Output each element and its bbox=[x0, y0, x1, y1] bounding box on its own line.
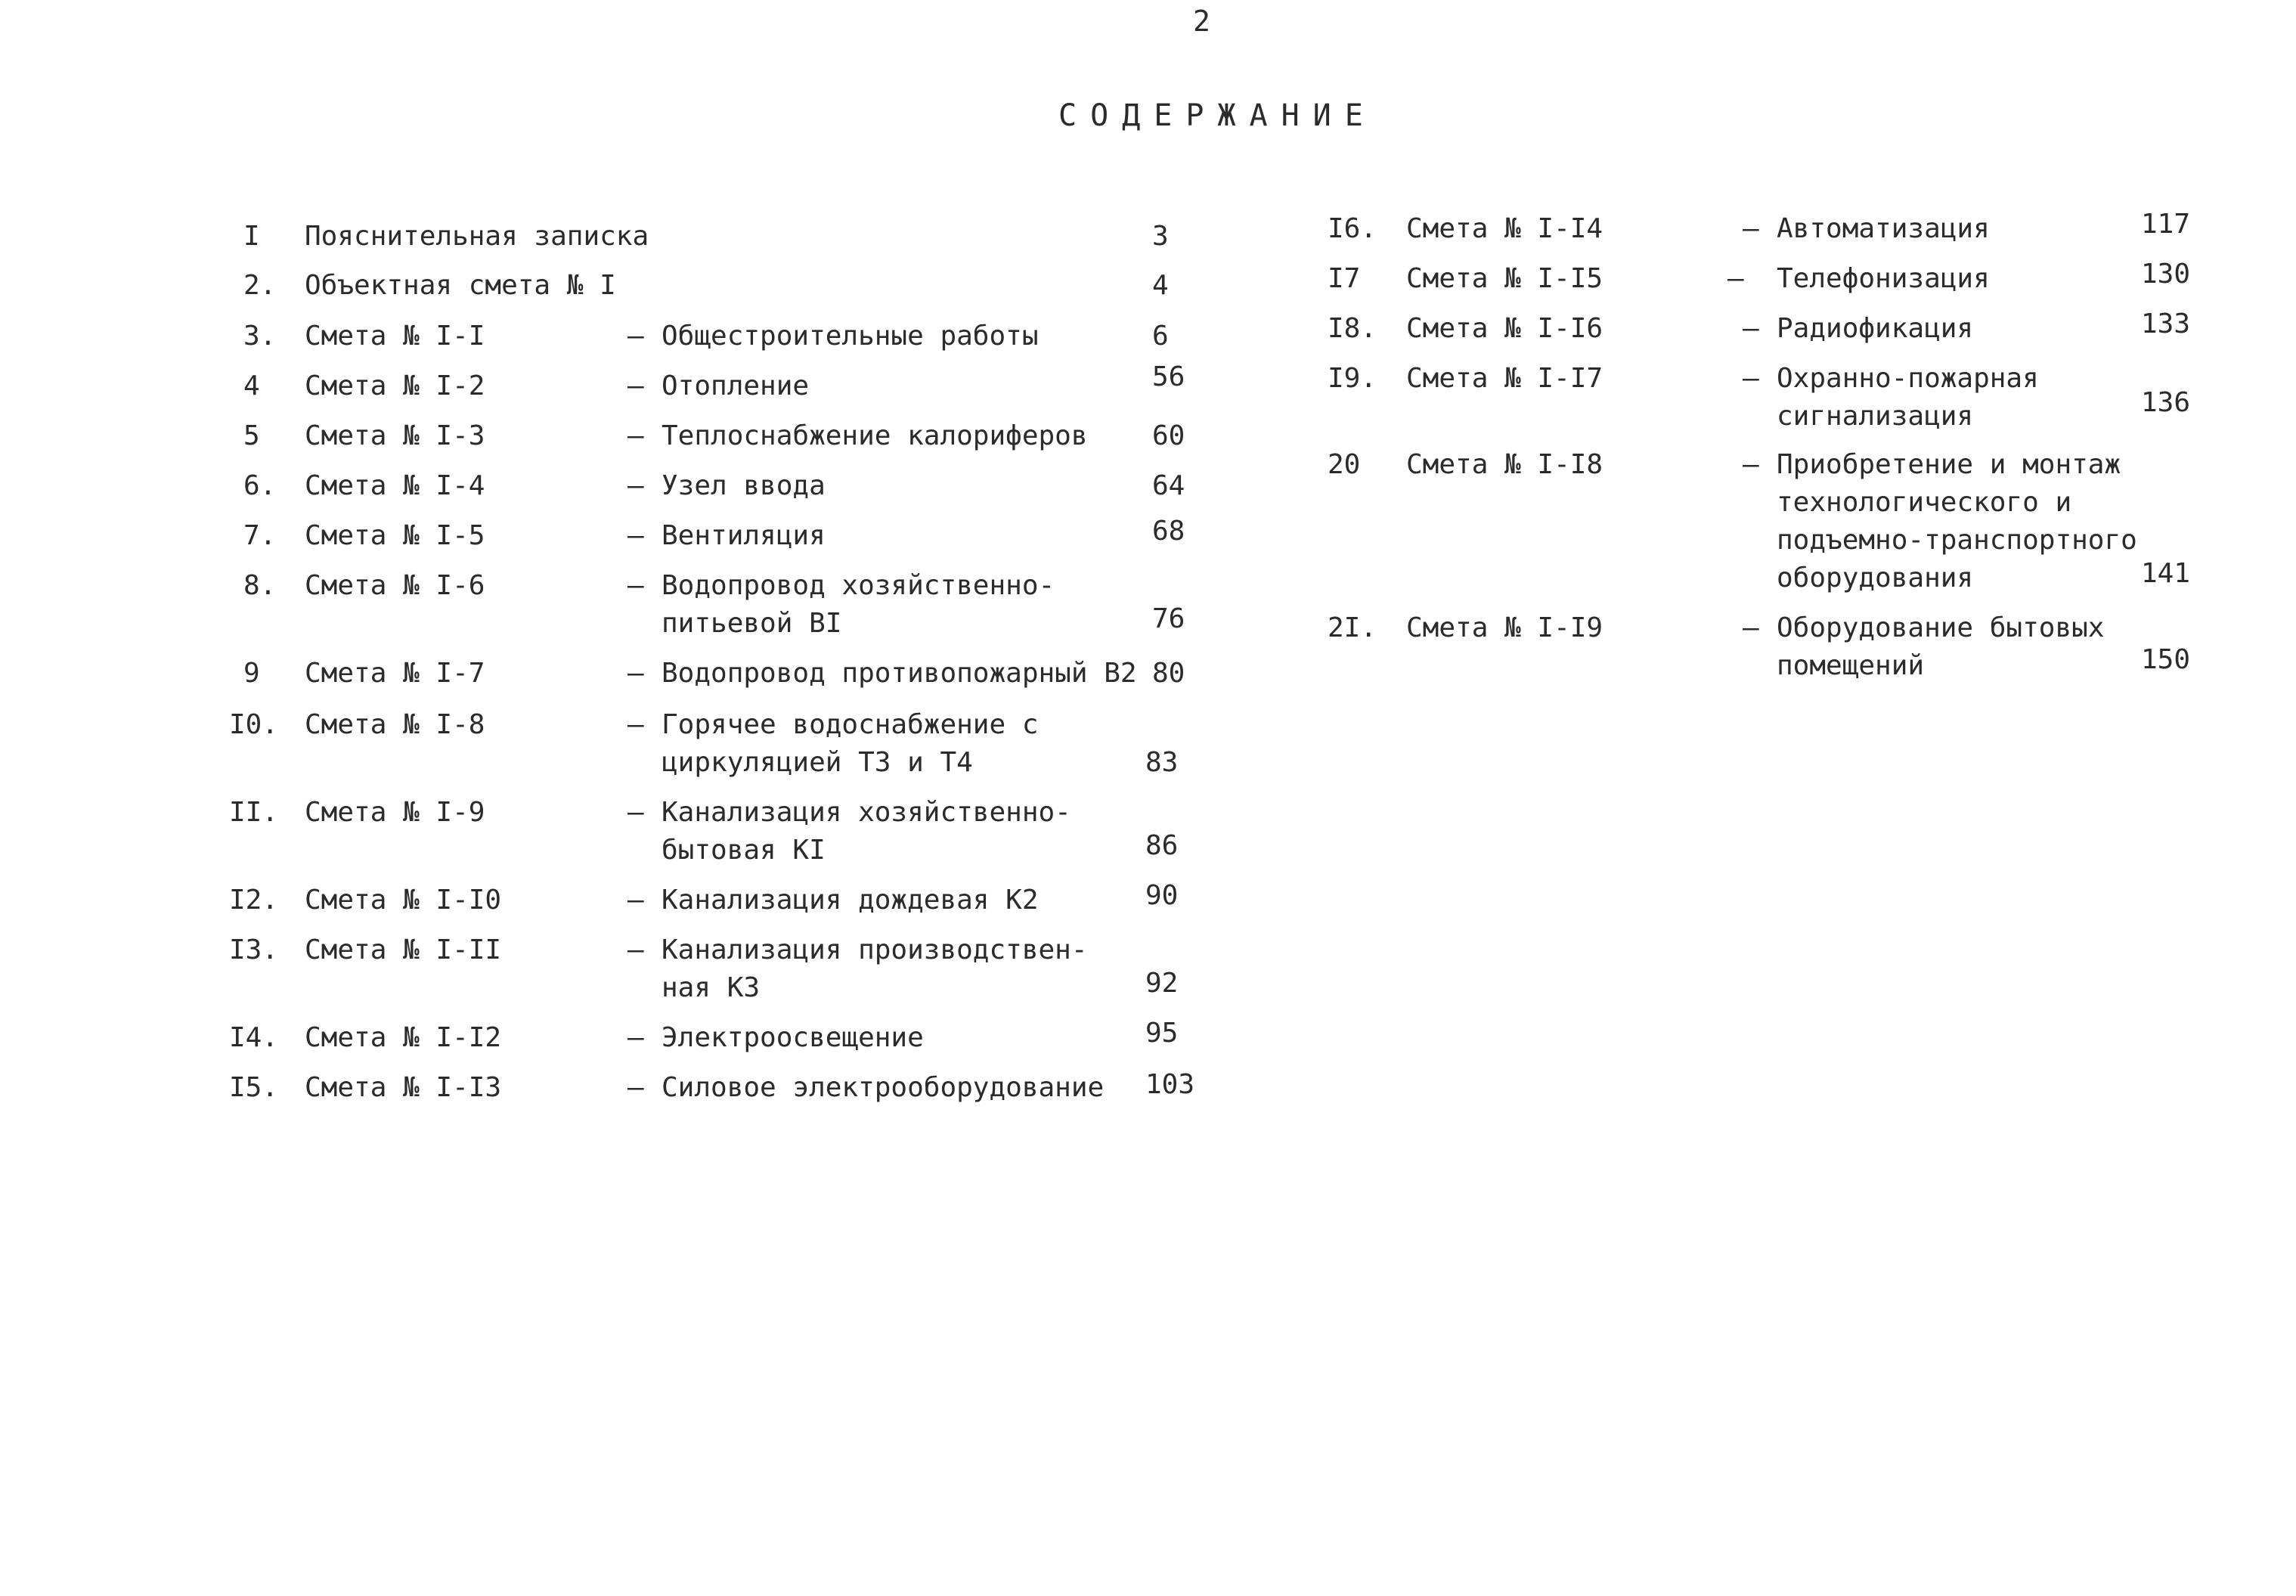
entry-page: 133 bbox=[2141, 308, 2191, 339]
toc-entry bbox=[0, 446, 2230, 597]
entry-title: Объектная смета № I bbox=[305, 270, 616, 301]
entry-number: I3. bbox=[229, 934, 279, 965]
entry-description: Телефонизация bbox=[1777, 263, 1990, 294]
entry-page: 117 bbox=[2141, 209, 2191, 240]
entry-description: Автоматизация bbox=[1777, 213, 1990, 244]
toc-entry bbox=[0, 360, 2230, 435]
entry-description: Водопровод противопожарный B2 bbox=[662, 658, 1137, 689]
entry-page: 3 bbox=[1152, 221, 1169, 252]
toc-entry bbox=[0, 1019, 1247, 1057]
entry-description: Канализация производствен- ная К3 bbox=[662, 934, 1088, 1003]
entry-number: 20 bbox=[1328, 449, 1361, 480]
entry-page: 95 bbox=[1145, 1018, 1179, 1049]
entry-description: Узел ввода bbox=[662, 470, 826, 501]
entry-page: 80 bbox=[1152, 658, 1185, 689]
entry-number: I9. bbox=[1328, 363, 1377, 394]
entry-page: 60 bbox=[1152, 420, 1185, 451]
entry-description: Вентиляция bbox=[662, 520, 826, 551]
entry-dash: – bbox=[627, 709, 644, 740]
entry-page: 83 bbox=[1145, 747, 1179, 778]
entry-page: 136 bbox=[2141, 387, 2191, 418]
entry-dash: – bbox=[627, 658, 644, 689]
entry-dash: – bbox=[1743, 313, 1759, 344]
entry-page: 56 bbox=[1152, 361, 1185, 392]
entry-title: Смета № I-I2 bbox=[305, 1022, 502, 1053]
entry-title: Смета № I-I4 bbox=[1406, 213, 1603, 244]
entry-dash: – bbox=[627, 1022, 644, 1053]
entry-title: Смета № I-I3 bbox=[305, 1072, 502, 1103]
entry-page: 150 bbox=[2141, 644, 2191, 675]
entry-description: Отопление bbox=[662, 370, 810, 401]
entry-dash: – bbox=[1743, 213, 1759, 244]
entry-page: 90 bbox=[1145, 880, 1179, 911]
entry-description: Приобретение и монтаж технологического и подъемно-транспортного оборудования bbox=[1777, 449, 2137, 593]
entry-description: Общестроительные работы bbox=[662, 321, 1039, 352]
entry-description: Оборудование бытовых помещений bbox=[1777, 612, 2105, 681]
entry-dash: – bbox=[1743, 363, 1759, 394]
toc-entry bbox=[0, 931, 1247, 1007]
entry-number: I0. bbox=[229, 709, 279, 740]
entry-description: Теплоснабжение калориферов bbox=[662, 420, 1088, 451]
toc-entry bbox=[0, 310, 2230, 348]
entry-description: Радиофикация bbox=[1777, 313, 1974, 344]
entry-number: I7 bbox=[1328, 263, 1361, 294]
entry-dash: – bbox=[627, 934, 644, 965]
entry-dash: – bbox=[627, 420, 644, 451]
entry-number: 9 bbox=[243, 658, 260, 689]
entry-title: Пояснительная записка bbox=[305, 221, 649, 252]
entry-page: 64 bbox=[1152, 470, 1185, 501]
entry-title: Смета № I-6 bbox=[305, 570, 485, 601]
toc-entry bbox=[0, 210, 2230, 248]
entry-number: II. bbox=[229, 797, 279, 828]
toc-entry bbox=[0, 609, 2230, 685]
entry-title: Смета № I-7 bbox=[305, 658, 485, 689]
entry-dash: – bbox=[627, 885, 644, 916]
entry-dash: – bbox=[1727, 263, 1744, 294]
entry-title: Смета № I-I7 bbox=[1406, 363, 1603, 394]
entry-title: Смета № I-I bbox=[305, 321, 485, 352]
entry-description: Канализация дождевая К2 bbox=[662, 885, 1039, 916]
entry-dash: – bbox=[627, 1072, 644, 1103]
entry-number: I bbox=[243, 221, 260, 252]
entry-description: Силовое электрооборудование bbox=[662, 1072, 1105, 1103]
entry-title: Смета № I-9 bbox=[305, 797, 485, 828]
entry-description: Электроосвещение bbox=[662, 1022, 924, 1053]
entry-title: Смета № I-I0 bbox=[305, 885, 502, 916]
entry-page: 76 bbox=[1152, 603, 1185, 634]
entry-dash: – bbox=[627, 520, 644, 551]
entry-number: I6. bbox=[1328, 213, 1377, 244]
entry-title: Смета № I-4 bbox=[305, 470, 485, 501]
entry-page: 141 bbox=[2141, 558, 2191, 589]
toc-entry bbox=[0, 706, 1247, 782]
entry-number: I2. bbox=[229, 885, 279, 916]
entry-dash: – bbox=[627, 321, 644, 352]
entry-number: 2I. bbox=[1328, 612, 1377, 643]
entry-number: 4 bbox=[243, 370, 260, 401]
entry-title: Смета № I-5 bbox=[305, 520, 485, 551]
entry-title: Смета № I-I9 bbox=[1406, 612, 1603, 643]
entry-page: 103 bbox=[1145, 1069, 1195, 1100]
entry-page: 130 bbox=[2141, 259, 2191, 290]
entry-number: 8. bbox=[243, 570, 277, 601]
entry-title: Смета № I-I6 bbox=[1406, 313, 1603, 344]
entry-number: 6. bbox=[243, 470, 277, 501]
entry-page: 92 bbox=[1145, 968, 1179, 999]
entry-title: Смета № I-II bbox=[305, 934, 502, 965]
entry-page: 6 bbox=[1152, 321, 1169, 352]
entry-number: 5 bbox=[243, 420, 260, 451]
entry-dash: – bbox=[627, 570, 644, 601]
entry-number: I4. bbox=[229, 1022, 279, 1053]
entry-description: Водопровод хозяйственно- питьевой BI bbox=[662, 570, 1055, 639]
toc-entry bbox=[0, 882, 1247, 919]
entry-page: 4 bbox=[1152, 270, 1169, 301]
entry-description: Охранно-пожарная сигнализация bbox=[1777, 363, 2039, 432]
entry-number: 3. bbox=[243, 321, 277, 352]
entry-page: 86 bbox=[1145, 830, 1179, 861]
entry-dash: – bbox=[1743, 449, 1759, 480]
entry-page: 68 bbox=[1152, 516, 1185, 547]
page-title: СОДЕРЖАНИЕ bbox=[1058, 98, 1377, 133]
entry-number: I5. bbox=[229, 1072, 279, 1103]
entry-dash: – bbox=[627, 797, 644, 828]
entry-dash: – bbox=[627, 370, 644, 401]
entry-title: Смета № I-I8 bbox=[1406, 449, 1603, 480]
entry-number: 7. bbox=[243, 520, 277, 551]
entry-title: Смета № I-I5 bbox=[1406, 263, 1603, 294]
entry-title: Смета № I-8 bbox=[305, 709, 485, 740]
entry-number: I8. bbox=[1328, 313, 1377, 344]
entry-title: Смета № I-2 bbox=[305, 370, 485, 401]
entry-dash: – bbox=[1743, 612, 1759, 643]
entry-title: Смета № I-3 bbox=[305, 420, 485, 451]
page-number: 2 bbox=[1193, 5, 1210, 38]
toc-entry bbox=[0, 260, 2230, 298]
toc-entry bbox=[0, 1069, 1247, 1107]
toc-entry bbox=[0, 794, 1247, 869]
entry-number: 2. bbox=[243, 270, 277, 301]
entry-description: Горячее водоснабжение с циркуляцией Т3 и Т4 bbox=[662, 709, 1039, 778]
entry-dash: – bbox=[627, 470, 644, 501]
entry-description: Канализация хозяйственно- бытовая КI bbox=[662, 797, 1071, 866]
